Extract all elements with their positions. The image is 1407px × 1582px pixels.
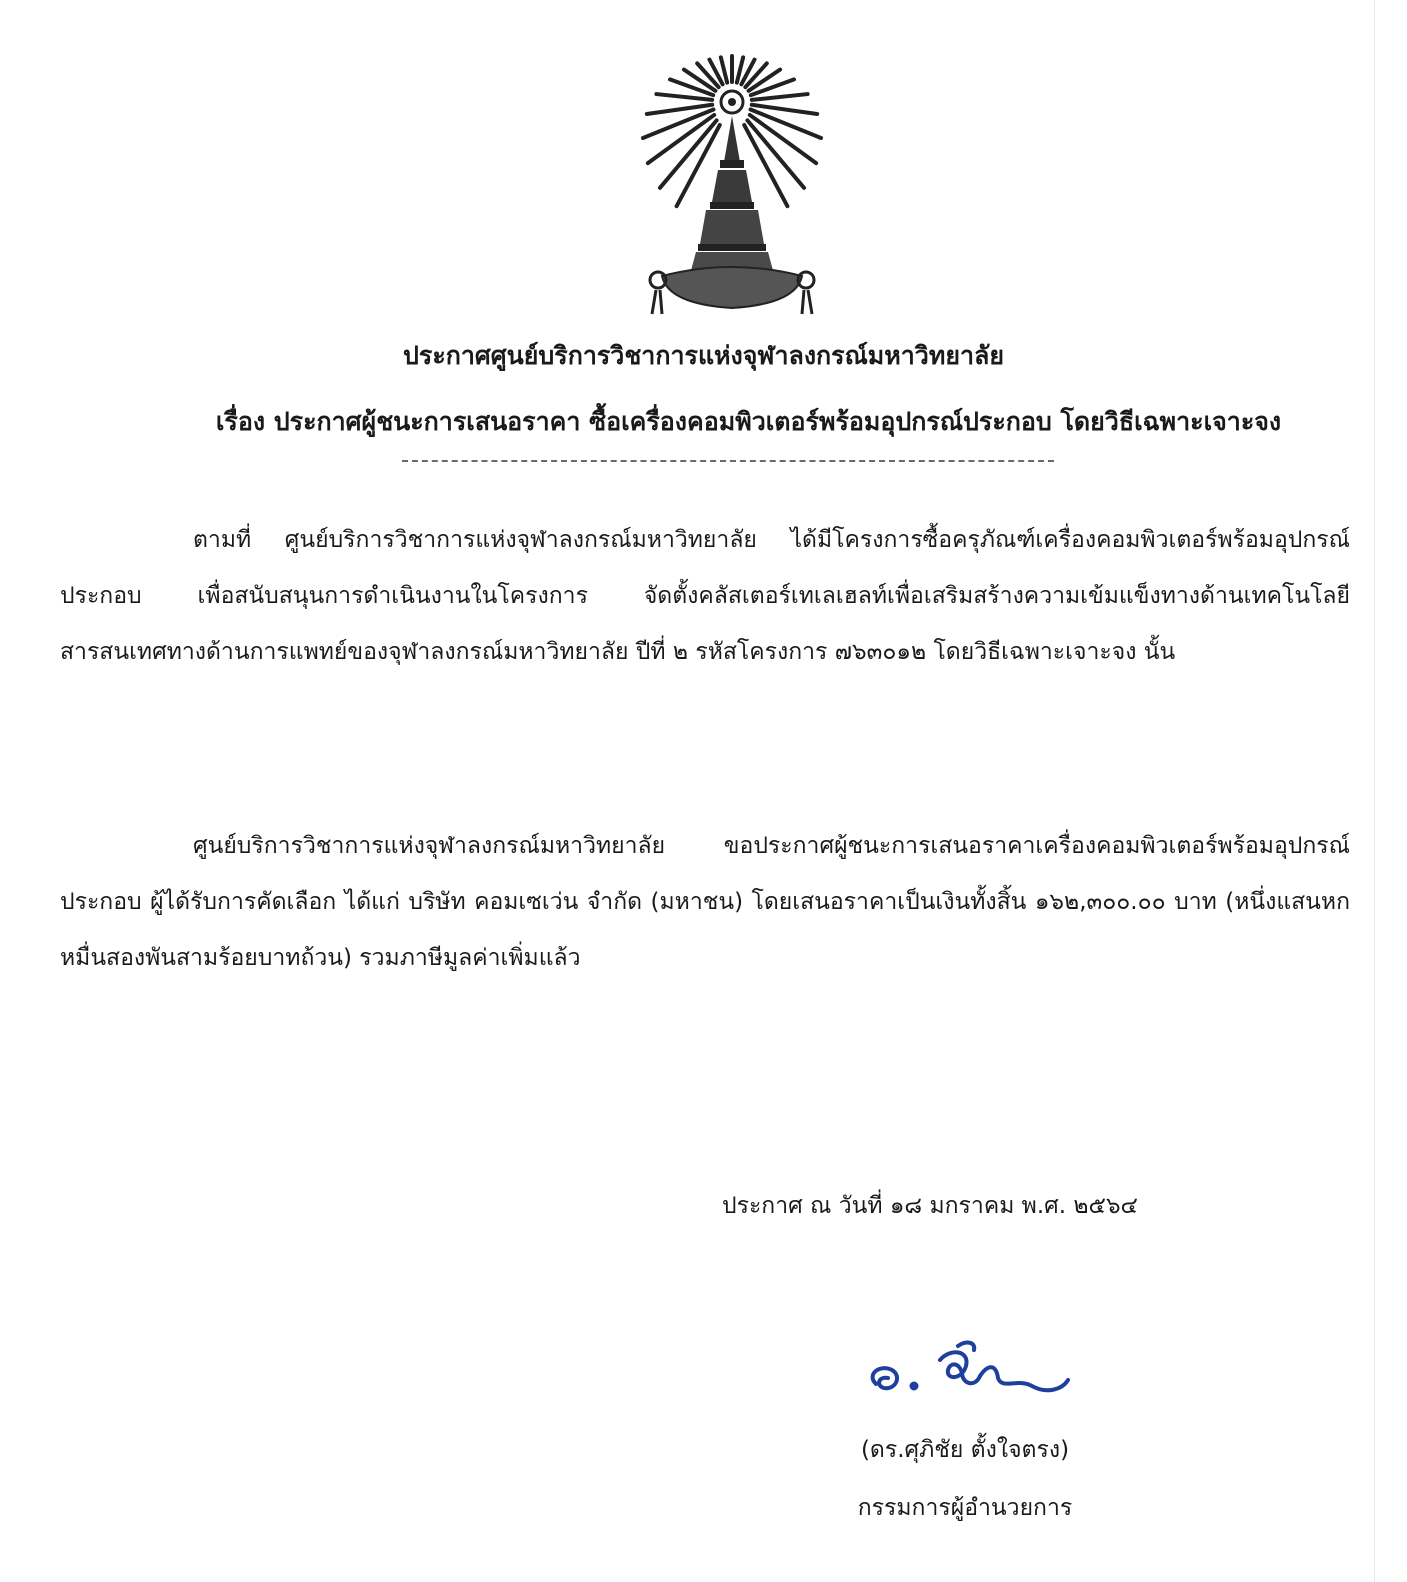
paragraph-background — [60, 512, 1350, 680]
announcement-title: ประกาศศูนย์บริการวิชาการแห่งจุฬาลงกรณ์มหาวิทยาลัย — [403, 341, 1004, 370]
dashed-divider — [402, 460, 1054, 462]
scan-edge-line — [1374, 0, 1375, 1582]
paragraph-2-text: ศูนย์บริการวิชาการแห่งจุฬาลงกรณ์มหาวิทยาลัย ขอประกาศผู้ชนะการเสนอราคาเครื่องคอมพิวเตอร์พร้อมอุปกรณ์ประกอบ ผู้ได้รับการคัดเลือก ได้แก่ บริษัท คอมเซเว่น จำกัด (มหาชน) โดยเสนอราคาเป็นเงินทั้งสิ้น ๑๖๒,๓๐๐.๐๐ บาท (หนึ่งแสนหกหมื่นสองพันสามร้อยบาทถ้วน) รวมภาษีมูลค่าเพิ่มแล้ว — [60, 833, 1350, 971]
signer-title: กรรมการผู้อำนวยการ — [857, 1495, 1073, 1521]
paragraph-winner — [60, 818, 1350, 986]
announcement-subject: เรื่อง ประกาศผู้ชนะการเสนอราคา ซื้อเครื่องคอมพิวเตอร์พร้อมอุปกรณ์ประกอบ โดยวิธีเฉพาะเจาะจง — [215, 407, 1282, 436]
chulalongkorn-emblem-icon — [640, 52, 825, 320]
handwritten-signature-icon — [862, 1334, 1082, 1404]
paragraph-1-text: ตามที่ ศูนย์บริการวิชาการแห่งจุฬาลงกรณ์มหาวิทยาลัย ได้มีโครงการซื้อครุภัณฑ์เครื่องคอมพิวเตอร์พร้อมอุปกรณ์ประกอบ เพื่อสนับสนุนการดำเนินงานในโครงการ จัดตั้งคลัสเตอร์เทเลเฮลท์เพื่อเสริมสร้างความเข้มแข็งทางด้านเทคโนโลยีสารสนเทศทางด้านการแพทย์ของจุฬาลงกรณ์มหาวิทยาลัย ปีที่ ๒ รหัสโครงการ ๗๖๓๐๑๒ โดยวิธีเฉพาะเจาะจง นั้น — [60, 527, 1350, 665]
signer-name: (ดร.ศุภิชัย ตั้งใจตรง) — [860, 1437, 1070, 1463]
announcement-date: ประกาศ ณ วันที่ ๑๘ มกราคม พ.ศ. ๒๕๖๔ — [722, 1193, 1138, 1219]
